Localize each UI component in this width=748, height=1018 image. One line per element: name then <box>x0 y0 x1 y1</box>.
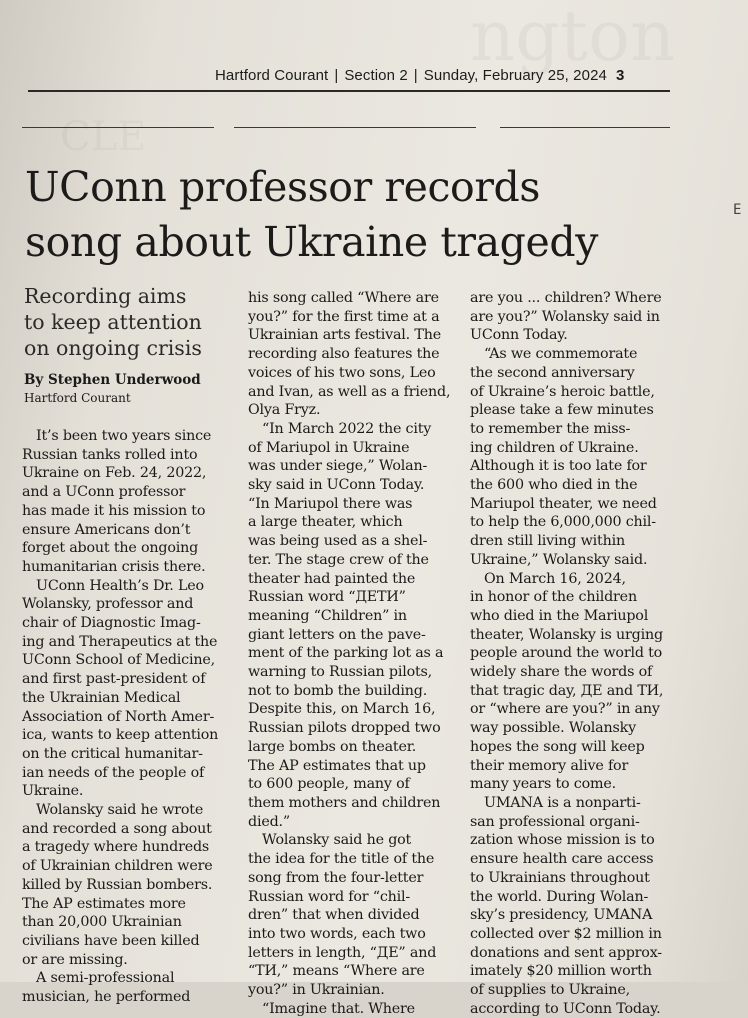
masthead: Hartford Courant | Section 2 | Sunday, February 25, 2024 3 <box>215 67 625 84</box>
headline-line: UConn professor records <box>25 163 541 211</box>
article-line: of Ukrainian children were <box>22 858 213 875</box>
svg-text:CLE <box>60 114 146 160</box>
article-line: collected over $2 million in <box>470 925 662 942</box>
article-line: dren” that when divided <box>248 907 420 924</box>
headline <box>25 160 685 270</box>
issue-date: Sunday, February 25, 2024 <box>423 67 607 84</box>
article-line: and recorded a song about <box>22 820 212 837</box>
article-line: “As we commemorate <box>484 346 638 363</box>
article-line: the Ukrainian Medical <box>22 689 181 706</box>
article-line: the idea for the title of the <box>248 851 435 868</box>
article-line: The AP estimates that up <box>248 757 426 774</box>
article-line: On March 16, 2024, <box>484 570 626 587</box>
article-line: humanitarian crisis there. <box>22 558 206 575</box>
article-line: meaning “Children” in <box>248 607 407 624</box>
article-line: to Ukrainians throughout <box>470 869 650 886</box>
article-line: ment of the parking lot as a <box>248 645 444 662</box>
article-line: musician, he performed <box>22 989 191 1006</box>
article-line: Association of North Amer- <box>22 708 215 725</box>
article-line: ing children of Ukraine. <box>470 439 639 456</box>
article-line: large bombs on theater. <box>248 738 417 755</box>
article-line: ing and Therapeutics at the <box>22 633 218 650</box>
article-line: giant letters on the pave- <box>248 626 426 643</box>
article-line: died.” <box>248 813 290 830</box>
article-line: UConn Today. <box>470 327 568 344</box>
article-line: UConn Health’s Dr. Leo <box>36 577 204 594</box>
article-line: or are missing. <box>22 951 128 968</box>
article-line: please take a few minutes <box>470 402 654 419</box>
article-line: you?” for the first time at a <box>248 308 440 325</box>
article-line: theater had painted the <box>248 570 416 587</box>
article-line: forget about the ongoing <box>22 540 199 557</box>
article-line: the world. During Wolan- <box>470 888 649 905</box>
article-line: The AP estimates more <box>22 895 186 912</box>
article-line: of Ukraine’s heroic battle, <box>470 383 655 400</box>
svg-text:ngton <box>470 0 675 77</box>
article-line: donations and sent approx- <box>470 944 662 961</box>
divider-rule <box>500 127 670 128</box>
article-line: that tragic day, ДЕ and ТИ, <box>470 682 664 699</box>
article-line: Although it is too late for <box>470 458 647 475</box>
masthead-rule <box>28 90 670 92</box>
article-line: you?” in Ukrainian. <box>248 982 385 999</box>
article-line: killed by Russian bombers. <box>22 876 213 893</box>
article-line: on the critical humanitar- <box>22 745 203 762</box>
article-line: and a UConn professor <box>22 484 186 501</box>
article-line: letters in length, “ДЕ” and <box>248 944 437 961</box>
article-line: sky’s presidency, UMANA <box>470 907 653 924</box>
subheadline-line: to keep attention <box>24 310 202 334</box>
article-line: many years to come. <box>470 776 616 793</box>
article-line: was under siege,” Wolan- <box>248 458 428 475</box>
article-line: than 20,000 Ukrainian <box>22 914 182 931</box>
article-line: Russian word “ДЕТИ” <box>248 589 406 606</box>
article-line: Russian tanks rolled into <box>22 446 198 463</box>
article-line: hopes the song will keep <box>470 738 645 755</box>
article-line: Wolansky, professor and <box>22 596 194 613</box>
paper-name: Hartford Courant <box>215 67 329 84</box>
article-line: Ukraine,” Wolansky said. <box>470 551 648 568</box>
article-line: not to bomb the building. <box>248 682 428 699</box>
page-number: 3 <box>615 67 625 84</box>
article-line: voices of his two sons, Leo <box>248 364 436 381</box>
article-line: who died in the Mariupol <box>470 607 649 624</box>
page-edge-glyph: E <box>733 202 742 218</box>
article-line: has made it his mission to <box>22 502 206 519</box>
article-column-1 <box>22 427 228 1007</box>
article-line: his song called “Where are <box>248 290 439 306</box>
article-line: Ukrainian arts festival. The <box>248 327 441 344</box>
article-line: A semi-professional <box>36 970 175 987</box>
subheadline <box>24 283 224 361</box>
article-line: UMANA is a nonparti- <box>484 794 641 811</box>
article-line: a tragedy where hundreds <box>22 839 210 856</box>
divider-rule <box>234 127 476 128</box>
article-line: Ukraine. <box>22 783 84 800</box>
article-line: ensure Americans don’t <box>22 521 191 538</box>
article-line: song from the four-letter <box>248 869 424 886</box>
article-line: to 600 people, many of <box>248 776 410 793</box>
article-line: warning to Russian pilots, <box>248 664 433 681</box>
article-line: “Imagine that. Where <box>262 1000 415 1017</box>
article-line: Russian word for “chil- <box>248 888 411 905</box>
article-column-3 <box>470 289 675 1018</box>
article-line: It’s been two years since <box>36 428 212 444</box>
article-line: of supplies to Ukraine, <box>470 982 630 999</box>
article-line: and first past-president of <box>22 671 206 688</box>
article-line: Mariupol theater, we need <box>470 495 657 512</box>
article-line: a large theater, which <box>248 514 403 531</box>
article-line: way possible. Wolansky <box>470 720 636 737</box>
article-line: in honor of the children <box>470 589 637 606</box>
article-line: recording also features the <box>248 346 440 363</box>
article-line: of Mariupol in Ukraine <box>248 439 410 456</box>
article-line: to help the 6,000,000 chil- <box>470 514 656 531</box>
article-line: to remember the miss- <box>470 420 631 437</box>
article-line: and Ivan, as well as a friend, <box>248 383 451 400</box>
article-line: Olya Fryz. <box>248 402 321 419</box>
article-line: people around the world to <box>470 645 663 662</box>
headline-line: song about Ukraine tragedy <box>25 218 598 266</box>
article-line: their memory alive for <box>470 757 629 774</box>
section-label: Section 2 <box>344 67 408 84</box>
article-line: Despite this, on March 16, <box>248 701 436 718</box>
article-line: “ТИ,” means “Where are <box>248 963 425 980</box>
article-line: the 600 who died in the <box>470 477 638 494</box>
article-line: the second anniversary <box>470 364 635 381</box>
article-line: ensure health care access <box>470 851 654 868</box>
article-line: theater, Wolansky is urging <box>470 626 663 643</box>
article-line: Wolansky said he got <box>262 832 412 849</box>
article-column-2 <box>248 289 453 1018</box>
article-line: civilians have been killed <box>22 932 200 949</box>
article-line: according to UConn Today. <box>470 1000 661 1017</box>
article-line: widely share the words of <box>470 664 653 681</box>
byline: By Stephen Underwood <box>24 372 201 388</box>
article-line: ter. The stage crew of the <box>248 551 429 568</box>
subheadline-line: on ongoing crisis <box>24 336 202 360</box>
article-line: “In Mariupol there was <box>248 495 413 512</box>
article-line: them mothers and children <box>248 794 441 811</box>
article-line: are you ... children? Where <box>470 290 662 306</box>
article-line: Ukraine on Feb. 24, 2022, <box>22 465 207 482</box>
article-line: san professional organi- <box>470 813 640 830</box>
article-line: zation whose mission is to <box>470 832 655 849</box>
article-line: ica, wants to keep attention <box>22 727 219 744</box>
divider-rule <box>22 127 214 128</box>
article-line: into two words, each two <box>248 925 426 942</box>
article-line: imately $20 million worth <box>470 963 652 980</box>
article-line: or “where are you?” in any <box>470 701 660 718</box>
byline-affiliation: Hartford Courant <box>24 391 131 405</box>
article-line: Russian pilots dropped two <box>248 720 441 737</box>
article-line: are you?” Wolansky said in <box>470 308 660 325</box>
article-line: dren still living within <box>470 533 625 550</box>
article-line: ian needs of the people of <box>22 764 205 781</box>
article-line: was being used as a shel- <box>248 533 428 550</box>
article-line: sky said in UConn Today. <box>248 477 425 494</box>
article-line: “In March 2022 the city <box>262 420 432 437</box>
article-line: UConn School of Medicine, <box>22 652 215 669</box>
article-line: Wolansky said he wrote <box>36 802 204 819</box>
article-line: chair of Diagnostic Imag- <box>22 615 201 632</box>
subheadline-line: Recording aims <box>24 284 187 308</box>
